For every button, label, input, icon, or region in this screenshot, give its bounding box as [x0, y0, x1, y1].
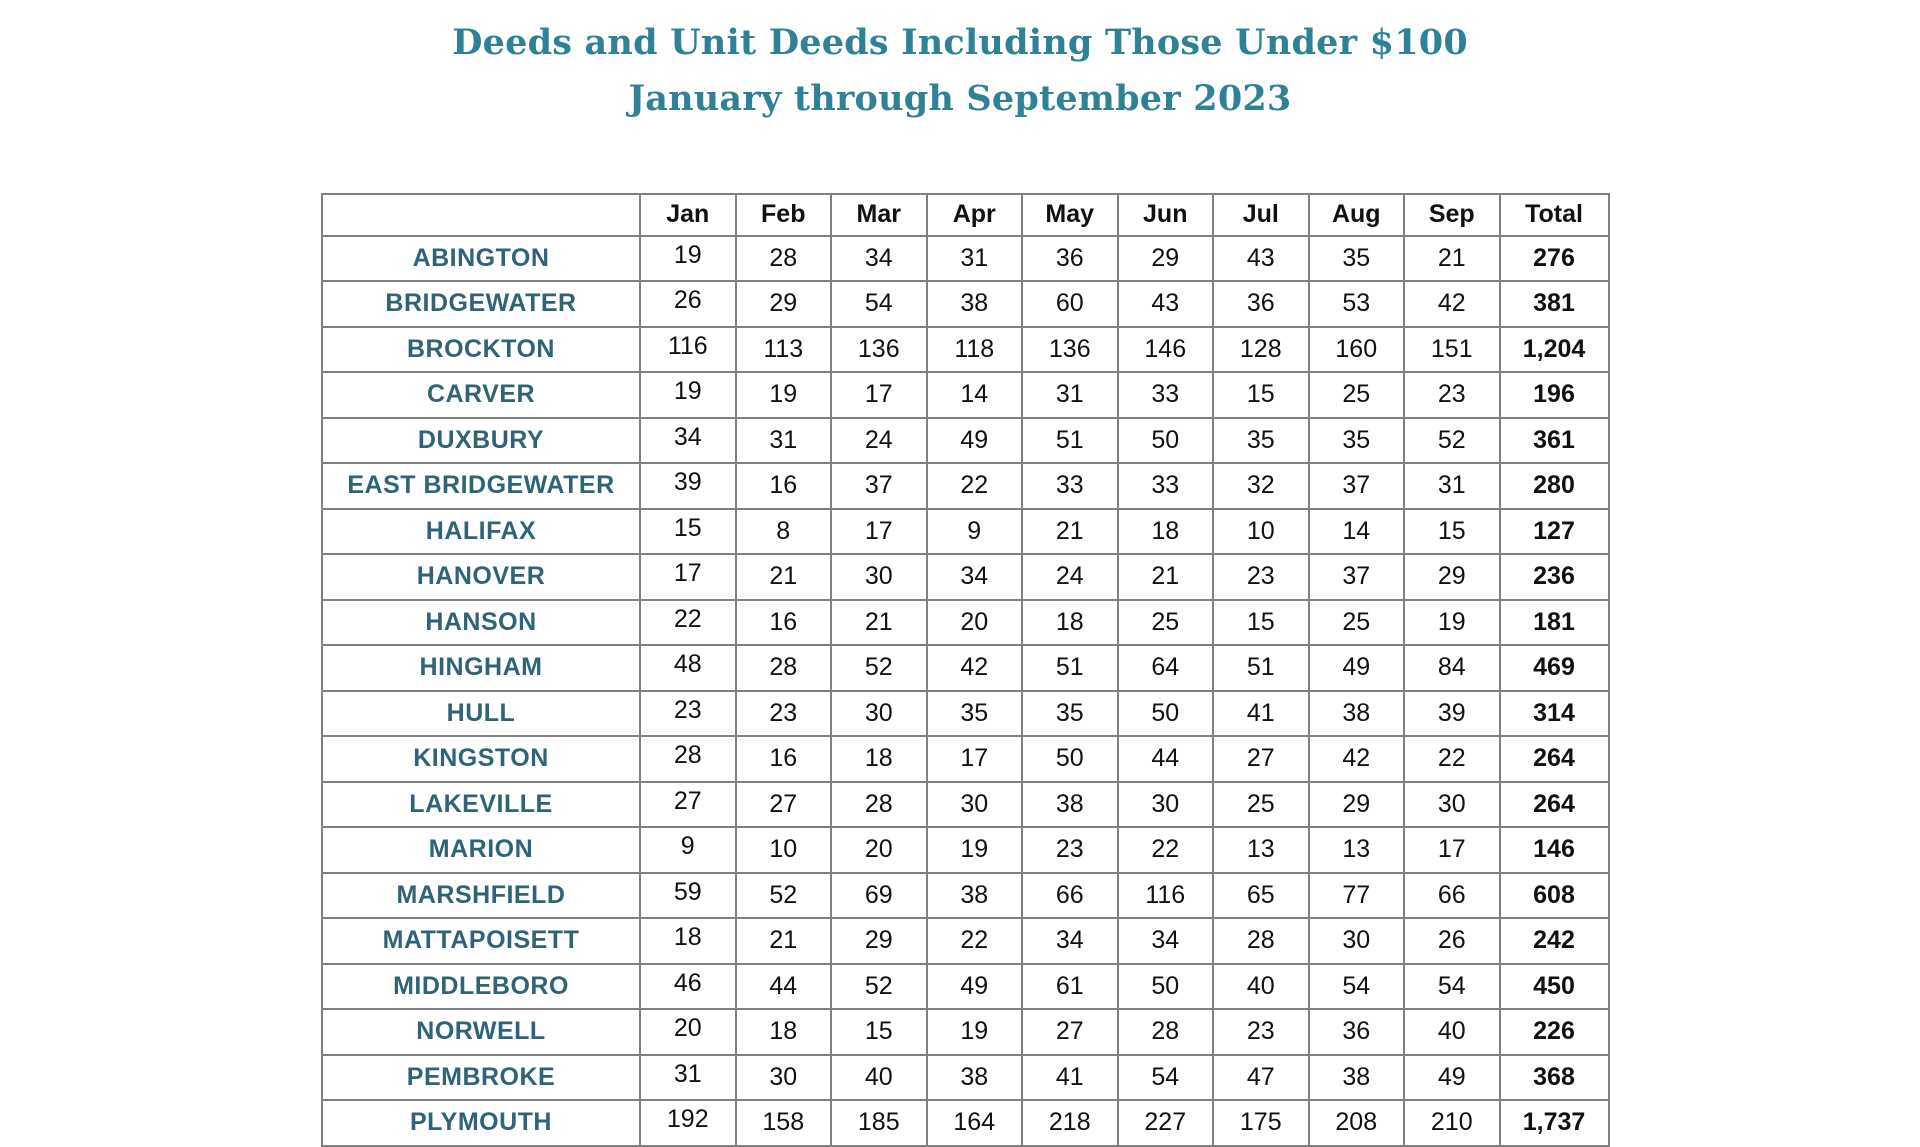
month-value-cell: 50	[1118, 691, 1214, 737]
month-value-cell: 28	[1118, 1009, 1214, 1055]
month-value-cell: 49	[1404, 1055, 1500, 1101]
town-name-cell: KINGSTON	[322, 736, 640, 782]
table-row	[322, 873, 1609, 919]
month-value-cell: 50	[1022, 736, 1118, 782]
month-value-cell: 50	[1118, 964, 1214, 1010]
month-value-cell: 19	[640, 372, 736, 418]
month-value-cell: 113	[736, 327, 832, 373]
month-value-cell: 17	[927, 736, 1023, 782]
month-value-cell: 25	[1309, 600, 1405, 646]
total-value-cell: 236	[1500, 554, 1609, 600]
table-row	[322, 372, 1609, 418]
month-value-cell: 16	[736, 736, 832, 782]
month-value-cell: 23	[1404, 372, 1500, 418]
month-value-cell: 30	[1118, 782, 1214, 828]
month-value-cell: 33	[1022, 463, 1118, 509]
month-value-cell: 49	[927, 964, 1023, 1010]
month-value-cell: 15	[1404, 509, 1500, 555]
month-value-cell: 31	[927, 236, 1023, 282]
month-value-cell: 65	[1213, 873, 1309, 919]
month-value-cell: 51	[1022, 418, 1118, 464]
town-name-cell: PEMBROKE	[322, 1055, 640, 1101]
month-value-cell: 20	[640, 1009, 736, 1055]
document-title: Deeds and Unit Deeds Including Those Under $100	[452, 22, 1468, 63]
month-value-cell: 54	[1309, 964, 1405, 1010]
month-value-cell: 23	[1213, 554, 1309, 600]
month-value-cell: 21	[736, 918, 832, 964]
month-value-cell: 21	[1118, 554, 1214, 600]
month-value-cell: 13	[1309, 827, 1405, 873]
month-value-cell: 210	[1404, 1100, 1500, 1146]
month-value-cell: 52	[736, 873, 832, 919]
month-value-cell: 84	[1404, 645, 1500, 691]
month-value-cell: 52	[831, 964, 927, 1010]
month-value-cell: 21	[736, 554, 832, 600]
total-value-cell: 608	[1500, 873, 1609, 919]
month-value-cell: 22	[927, 918, 1023, 964]
month-value-cell: 20	[927, 600, 1023, 646]
town-name-cell: BROCKTON	[322, 327, 640, 373]
month-value-cell: 160	[1309, 327, 1405, 373]
month-value-cell: 28	[1213, 918, 1309, 964]
month-value-cell: 21	[831, 600, 927, 646]
month-value-cell: 38	[1309, 1055, 1405, 1101]
month-value-cell: 47	[1213, 1055, 1309, 1101]
month-value-cell: 136	[1022, 327, 1118, 373]
month-value-cell: 25	[1213, 782, 1309, 828]
town-name-cell: NORWELL	[322, 1009, 640, 1055]
month-value-cell: 32	[1213, 463, 1309, 509]
header-cell-jan: Jan	[640, 194, 736, 236]
month-value-cell: 25	[1309, 372, 1405, 418]
header-cell-jul: Jul	[1213, 194, 1309, 236]
month-value-cell: 22	[640, 600, 736, 646]
table-row	[322, 327, 1609, 373]
month-value-cell: 37	[831, 463, 927, 509]
month-value-cell: 18	[640, 918, 736, 964]
month-value-cell: 185	[831, 1100, 927, 1146]
table-row	[322, 645, 1609, 691]
month-value-cell: 49	[1309, 645, 1405, 691]
month-value-cell: 19	[1404, 600, 1500, 646]
total-value-cell: 450	[1500, 964, 1609, 1010]
month-value-cell: 34	[831, 236, 927, 282]
month-value-cell: 42	[927, 645, 1023, 691]
total-value-cell: 381	[1500, 281, 1609, 327]
total-value-cell: 469	[1500, 645, 1609, 691]
total-value-cell: 242	[1500, 918, 1609, 964]
month-value-cell: 34	[1022, 918, 1118, 964]
month-value-cell: 23	[736, 691, 832, 737]
town-name-cell: MATTAPOISETT	[322, 918, 640, 964]
month-value-cell: 35	[1309, 418, 1405, 464]
month-value-cell: 34	[1118, 918, 1214, 964]
total-value-cell: 314	[1500, 691, 1609, 737]
total-value-cell: 368	[1500, 1055, 1609, 1101]
month-value-cell: 16	[736, 600, 832, 646]
month-value-cell: 23	[1022, 827, 1118, 873]
month-value-cell: 151	[1404, 327, 1500, 373]
month-value-cell: 17	[831, 372, 927, 418]
month-value-cell: 52	[831, 645, 927, 691]
month-value-cell: 9	[640, 827, 736, 873]
month-value-cell: 44	[736, 964, 832, 1010]
town-name-cell: HULL	[322, 691, 640, 737]
total-value-cell: 264	[1500, 782, 1609, 828]
total-value-cell: 264	[1500, 736, 1609, 782]
month-value-cell: 19	[927, 827, 1023, 873]
month-value-cell: 52	[1404, 418, 1500, 464]
month-value-cell: 54	[1118, 1055, 1214, 1101]
month-value-cell: 36	[1213, 281, 1309, 327]
month-value-cell: 61	[1022, 964, 1118, 1010]
month-value-cell: 17	[1404, 827, 1500, 873]
month-value-cell: 48	[640, 645, 736, 691]
month-value-cell: 38	[1022, 782, 1118, 828]
total-value-cell: 196	[1500, 372, 1609, 418]
header-cell-apr: Apr	[927, 194, 1023, 236]
month-value-cell: 22	[1404, 736, 1500, 782]
header-cell-feb: Feb	[736, 194, 832, 236]
month-value-cell: 28	[640, 736, 736, 782]
total-value-cell: 226	[1500, 1009, 1609, 1055]
month-value-cell: 38	[927, 1055, 1023, 1101]
month-value-cell: 40	[831, 1055, 927, 1101]
month-value-cell: 64	[1118, 645, 1214, 691]
town-name-cell: DUXBURY	[322, 418, 640, 464]
table-row	[322, 827, 1609, 873]
month-value-cell: 24	[1022, 554, 1118, 600]
month-value-cell: 30	[736, 1055, 832, 1101]
month-value-cell: 51	[1213, 645, 1309, 691]
table-row	[322, 281, 1609, 327]
month-value-cell: 59	[640, 873, 736, 919]
month-value-cell: 69	[831, 873, 927, 919]
month-value-cell: 28	[736, 236, 832, 282]
month-value-cell: 27	[1213, 736, 1309, 782]
month-value-cell: 19	[640, 236, 736, 282]
month-value-cell: 77	[1309, 873, 1405, 919]
town-name-cell: MARION	[322, 827, 640, 873]
month-value-cell: 14	[927, 372, 1023, 418]
month-value-cell: 31	[640, 1055, 736, 1101]
table-row	[322, 918, 1609, 964]
table-row	[322, 691, 1609, 737]
town-name-cell: ABINGTON	[322, 236, 640, 282]
month-value-cell: 8	[736, 509, 832, 555]
total-value-cell: 127	[1500, 509, 1609, 555]
month-value-cell: 27	[1022, 1009, 1118, 1055]
month-value-cell: 42	[1309, 736, 1405, 782]
table-row	[322, 600, 1609, 646]
table-row	[322, 1100, 1609, 1146]
month-value-cell: 118	[927, 327, 1023, 373]
month-value-cell: 21	[1404, 236, 1500, 282]
town-name-cell: MIDDLEBORO	[322, 964, 640, 1010]
month-value-cell: 30	[927, 782, 1023, 828]
town-name-cell: BRIDGEWATER	[322, 281, 640, 327]
month-value-cell: 23	[1213, 1009, 1309, 1055]
header-cell-aug: Aug	[1309, 194, 1405, 236]
month-value-cell: 15	[831, 1009, 927, 1055]
town-name-cell: HANSON	[322, 600, 640, 646]
month-value-cell: 30	[831, 554, 927, 600]
town-name-cell: HANOVER	[322, 554, 640, 600]
header-cell-may: May	[1022, 194, 1118, 236]
month-value-cell: 164	[927, 1100, 1023, 1146]
month-value-cell: 18	[1022, 600, 1118, 646]
month-value-cell: 29	[736, 281, 832, 327]
month-value-cell: 19	[927, 1009, 1023, 1055]
total-value-cell: 1,737	[1500, 1100, 1609, 1146]
month-value-cell: 31	[1022, 372, 1118, 418]
month-value-cell: 24	[831, 418, 927, 464]
month-value-cell: 21	[1022, 509, 1118, 555]
table-row	[322, 236, 1609, 282]
town-name-cell: LAKEVILLE	[322, 782, 640, 828]
month-value-cell: 192	[640, 1100, 736, 1146]
month-value-cell: 218	[1022, 1100, 1118, 1146]
month-value-cell: 15	[1213, 600, 1309, 646]
month-value-cell: 46	[640, 964, 736, 1010]
month-value-cell: 9	[927, 509, 1023, 555]
month-value-cell: 28	[831, 782, 927, 828]
month-value-cell: 19	[736, 372, 832, 418]
month-value-cell: 14	[1309, 509, 1405, 555]
month-value-cell: 10	[736, 827, 832, 873]
town-name-cell: PLYMOUTH	[322, 1100, 640, 1146]
month-value-cell: 33	[1118, 372, 1214, 418]
month-value-cell: 13	[1213, 827, 1309, 873]
month-value-cell: 37	[1309, 463, 1405, 509]
month-value-cell: 158	[736, 1100, 832, 1146]
month-value-cell: 40	[1404, 1009, 1500, 1055]
header-cell-jun: Jun	[1118, 194, 1214, 236]
month-value-cell: 34	[927, 554, 1023, 600]
table-row	[322, 736, 1609, 782]
month-value-cell: 31	[736, 418, 832, 464]
month-value-cell: 15	[1213, 372, 1309, 418]
total-value-cell: 1,204	[1500, 327, 1609, 373]
month-value-cell: 66	[1404, 873, 1500, 919]
month-value-cell: 26	[1404, 918, 1500, 964]
header-cell-total: Total	[1500, 194, 1609, 236]
table-row	[322, 418, 1609, 464]
month-value-cell: 116	[1118, 873, 1214, 919]
month-value-cell: 41	[1213, 691, 1309, 737]
month-value-cell: 28	[736, 645, 832, 691]
month-value-cell: 53	[1309, 281, 1405, 327]
month-value-cell: 60	[1022, 281, 1118, 327]
header-cell-sep: Sep	[1404, 194, 1500, 236]
month-value-cell: 38	[1309, 691, 1405, 737]
month-value-cell: 27	[640, 782, 736, 828]
month-value-cell: 30	[1309, 918, 1405, 964]
month-value-cell: 16	[736, 463, 832, 509]
town-name-cell: EAST BRIDGEWATER	[322, 463, 640, 509]
month-value-cell: 17	[831, 509, 927, 555]
month-value-cell: 18	[831, 736, 927, 782]
table-row	[322, 782, 1609, 828]
month-value-cell: 37	[1309, 554, 1405, 600]
month-value-cell: 38	[927, 281, 1023, 327]
month-value-cell: 50	[1118, 418, 1214, 464]
month-value-cell: 136	[831, 327, 927, 373]
table-body	[322, 236, 1609, 1146]
table-row	[322, 964, 1609, 1010]
month-value-cell: 54	[1404, 964, 1500, 1010]
town-name-cell: MARSHFIELD	[322, 873, 640, 919]
month-value-cell: 66	[1022, 873, 1118, 919]
table-row	[322, 554, 1609, 600]
month-value-cell: 30	[831, 691, 927, 737]
month-value-cell: 18	[1118, 509, 1214, 555]
total-value-cell: 146	[1500, 827, 1609, 873]
month-value-cell: 34	[640, 418, 736, 464]
month-value-cell: 29	[1309, 782, 1405, 828]
month-value-cell: 10	[1213, 509, 1309, 555]
month-value-cell: 17	[640, 554, 736, 600]
month-value-cell: 27	[736, 782, 832, 828]
month-value-cell: 15	[640, 509, 736, 555]
month-value-cell: 41	[1022, 1055, 1118, 1101]
header-cell-town	[322, 194, 640, 236]
table-row	[322, 463, 1609, 509]
month-value-cell: 39	[1404, 691, 1500, 737]
total-value-cell: 276	[1500, 236, 1609, 282]
month-value-cell: 38	[927, 873, 1023, 919]
table-row	[322, 1009, 1609, 1055]
month-value-cell: 116	[640, 327, 736, 373]
month-value-cell: 35	[1213, 418, 1309, 464]
month-value-cell: 51	[1022, 645, 1118, 691]
month-value-cell: 22	[1118, 827, 1214, 873]
month-value-cell: 33	[1118, 463, 1214, 509]
month-value-cell: 44	[1118, 736, 1214, 782]
month-value-cell: 208	[1309, 1100, 1405, 1146]
month-value-cell: 18	[736, 1009, 832, 1055]
month-value-cell: 49	[927, 418, 1023, 464]
month-value-cell: 26	[640, 281, 736, 327]
month-value-cell: 23	[640, 691, 736, 737]
month-value-cell: 54	[831, 281, 927, 327]
month-value-cell: 36	[1022, 236, 1118, 282]
month-value-cell: 227	[1118, 1100, 1214, 1146]
month-value-cell: 175	[1213, 1100, 1309, 1146]
table-row	[322, 509, 1609, 555]
month-value-cell: 30	[1404, 782, 1500, 828]
month-value-cell: 39	[640, 463, 736, 509]
total-value-cell: 181	[1500, 600, 1609, 646]
month-value-cell: 29	[831, 918, 927, 964]
month-value-cell: 146	[1118, 327, 1214, 373]
month-value-cell: 29	[1404, 554, 1500, 600]
month-value-cell: 35	[1309, 236, 1405, 282]
month-value-cell: 22	[927, 463, 1023, 509]
month-value-cell: 128	[1213, 327, 1309, 373]
table-header-row	[322, 194, 1609, 236]
month-value-cell: 42	[1404, 281, 1500, 327]
month-value-cell: 25	[1118, 600, 1214, 646]
town-name-cell: HINGHAM	[322, 645, 640, 691]
deeds-table	[321, 193, 1610, 1147]
month-value-cell: 40	[1213, 964, 1309, 1010]
document-subtitle: January through September 2023	[628, 78, 1292, 119]
month-value-cell: 31	[1404, 463, 1500, 509]
town-name-cell: HALIFAX	[322, 509, 640, 555]
month-value-cell: 43	[1118, 281, 1214, 327]
month-value-cell: 20	[831, 827, 927, 873]
town-name-cell: CARVER	[322, 372, 640, 418]
header-cell-mar: Mar	[831, 194, 927, 236]
month-value-cell: 29	[1118, 236, 1214, 282]
table-row	[322, 1055, 1609, 1101]
total-value-cell: 361	[1500, 418, 1609, 464]
month-value-cell: 35	[1022, 691, 1118, 737]
month-value-cell: 36	[1309, 1009, 1405, 1055]
total-value-cell: 280	[1500, 463, 1609, 509]
month-value-cell: 43	[1213, 236, 1309, 282]
month-value-cell: 35	[927, 691, 1023, 737]
